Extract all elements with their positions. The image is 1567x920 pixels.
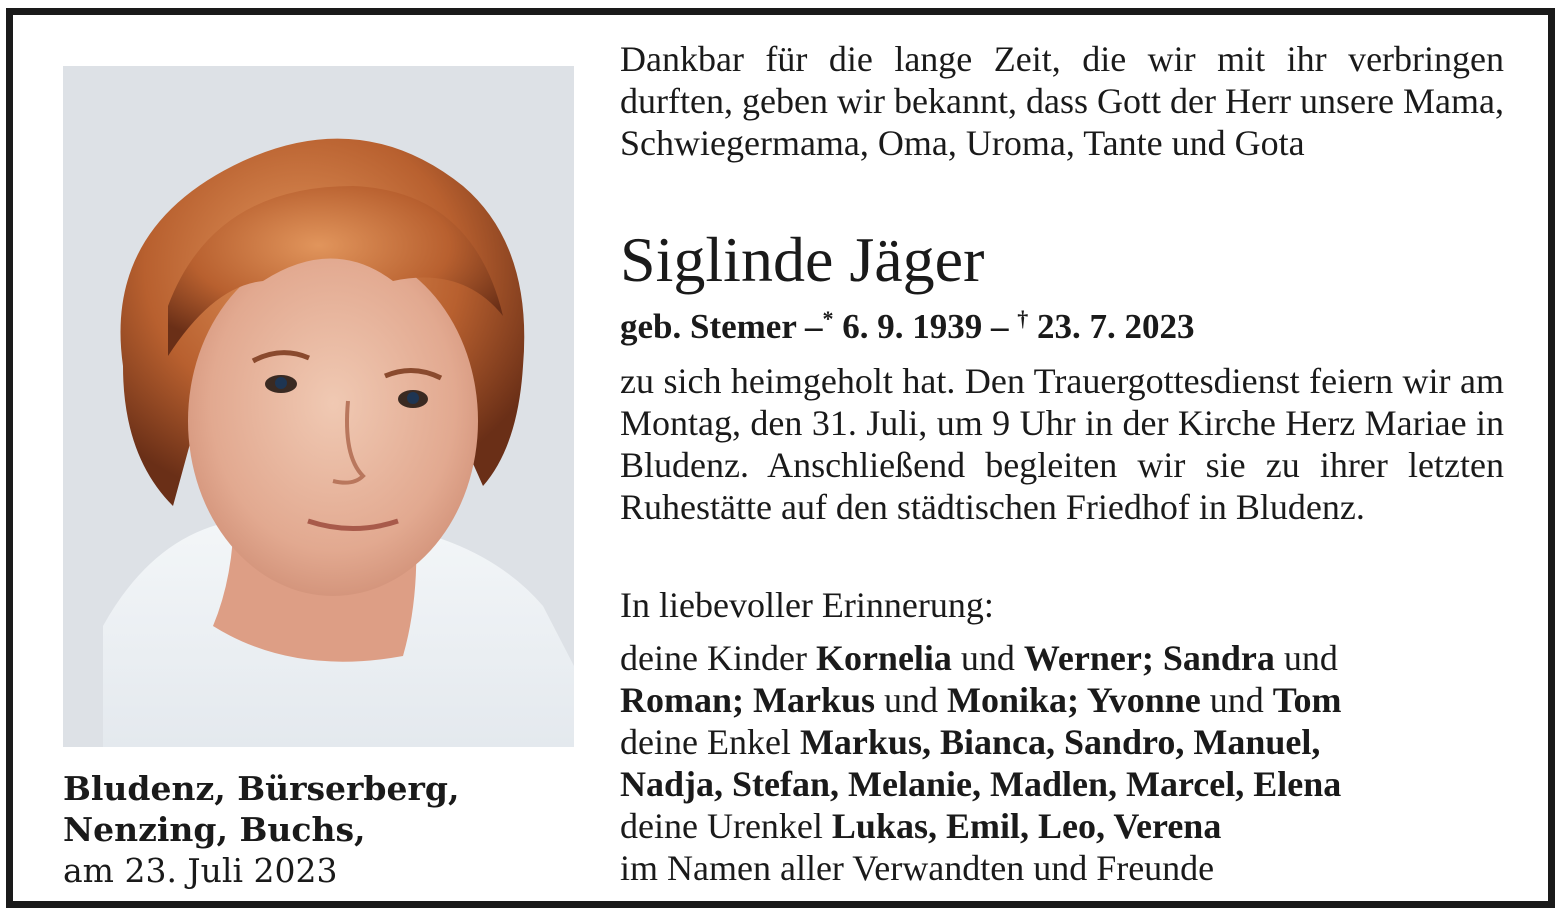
portrait-illustration <box>63 66 574 747</box>
name-text: Lukas, Emil, Leo, Verena <box>831 806 1222 846</box>
mourners-line-grandchildren <box>620 721 1504 763</box>
name-text: Werner; Sandra <box>1023 638 1275 678</box>
place-and-date <box>63 768 583 891</box>
mourners-line-children-2 <box>620 679 1504 721</box>
mourners-line-great-grandchildren <box>620 805 1504 847</box>
name-text: Tom <box>1272 680 1342 720</box>
name-text: Nadja, Stefan, Melanie, Madlen, Marcel, Elena <box>620 764 1342 804</box>
label-text: und <box>951 638 1024 678</box>
birth-date: 6. 9. 1939 – <box>833 307 1009 346</box>
label-text: im Namen aller Verwandten und Freunde <box>620 848 1215 888</box>
death-symbol: † <box>1017 306 1029 331</box>
memory-heading: In liebevoller Erinnerung: <box>620 585 994 625</box>
label-text: deine Kinder <box>620 638 816 678</box>
deceased-name: Siglinde Jäger <box>620 224 985 295</box>
death-date: 23. 7. 2023 <box>1028 307 1195 346</box>
service-text: zu sich heimgeholt hat. Den Trauergottesdienst feiern wir am Montag, den 31. Juli, um 9 Uhr in der Kirche Herz Mariae in Bludenz. Anschließend begleiten wir sie zu ihrer letzten Ruhestätte auf den städtischen Friedhof in Bludenz. <box>620 361 1504 527</box>
label-text: deine Enkel <box>620 722 800 762</box>
portrait-photo <box>63 66 574 747</box>
mourners-line-children <box>620 637 1504 679</box>
label-text: und <box>875 680 948 720</box>
mourners-list <box>620 637 1504 889</box>
birth-symbol: * <box>822 306 834 331</box>
name-text: Kornelia <box>815 638 952 678</box>
place-line-1: Bludenz, Bürserberg, <box>63 769 460 808</box>
place-line-2: Nenzing, Buchs, <box>63 810 366 849</box>
name-text: Roman; Markus <box>620 680 876 720</box>
name-text: Markus, Bianca, Sandro, Manuel, <box>799 722 1321 762</box>
name-text: Monika; Yvonne <box>947 680 1201 720</box>
maiden-name: geb. Stemer – <box>620 307 823 346</box>
label-text: deine Urenkel <box>620 806 832 846</box>
place-date: am 23. Juli 2023 <box>63 851 338 890</box>
mourners-line-grandchildren-2 <box>620 763 1504 805</box>
mourners-line-relatives <box>620 847 1504 889</box>
label-text: und <box>1274 638 1338 678</box>
deceased-dates <box>620 296 1504 350</box>
label-text: und <box>1200 680 1273 720</box>
intro-text: Dankbar für die lange Zeit, die wir mit ihr verbringen durften, geben wir bekannt, dass Gott der Herr unsere Mama, Schwiegermama, Oma, Uroma, Tante und Gota <box>620 39 1504 163</box>
